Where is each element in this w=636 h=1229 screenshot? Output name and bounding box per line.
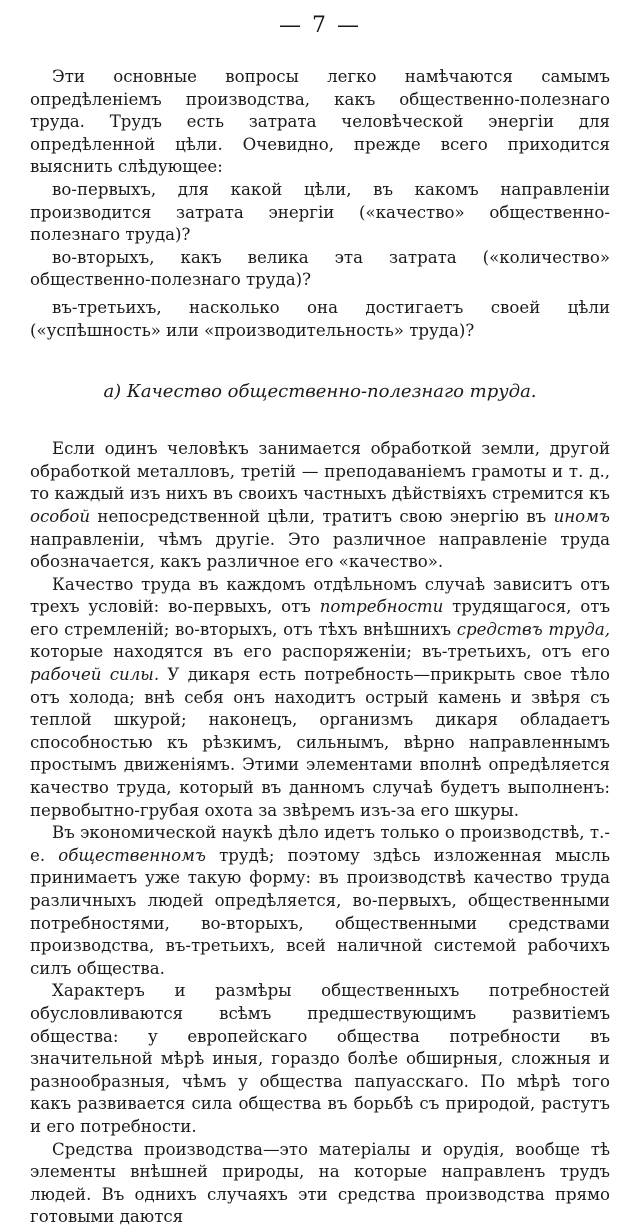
text-run: трудящагося, отъ его стремленій; во-вторыхъ, отъ тѣхъ внѣшнихъ — [30, 597, 611, 639]
text-run: которые находятся въ его распоряженіи; въ-третьихъ, отъ его — [30, 642, 610, 662]
intro-question-first: во-первыхъ, для какой цѣли, въ какомъ направленіи производится затрата энергіи («качество» общественно-полезнаго труда)? — [30, 179, 610, 245]
italic-run: общественномъ — [58, 845, 206, 865]
italic-run: особой — [30, 506, 91, 526]
italic-run: иномъ — [553, 506, 610, 526]
text-run: трудѣ; поэтому здѣсь изложенная мысль принимаетъ уже такую форму: въ производствѣ качество труда различныхъ людей опредѣляется, во-первыхъ, общественными потребностями, во-вторыхъ, общественными средствами производства, въ-третьихъ, всей наличной системой рабочихъ силъ общества. — [30, 845, 610, 978]
paragraph-4: Характеръ и размѣры общественныхъ потребностей обусловливаются всѣмъ предшествующимъ развитіемъ общества: у европейскаго общества потребности въ значительной мѣрѣ иныя, гораздо болѣе обширныя, сложныя и разнообразныя, чѣмъ у общества папуасскаго. По мѣрѣ того какъ развивается сила общества въ борьбѣ съ природой, растутъ и его потребности. — [30, 981, 610, 1136]
italic-run: рабочей силы. — [30, 665, 160, 685]
text-run: Качество труда въ каждомъ отдѣльномъ случаѣ зависитъ отъ трехъ условій: во-первыхъ, отъ — [30, 574, 610, 617]
paragraph-1 — [30, 438, 610, 574]
text-run: направленіи, чѣмъ другіе. Это различное направленіе труда обозначается, какъ различное его «качество». — [30, 529, 610, 572]
paragraph-5: Средства производства—это матеріалы и орудія, вообще тѣ элементы внѣшней природы, на которые направленъ трудъ людей. Въ однихъ случаяхъ эти средства производства прямо готовыми даются — [30, 1139, 610, 1227]
book-page — [30, 12, 610, 1229]
italic-run: средствъ труда, — [456, 619, 610, 639]
text-run: непосредственной цѣли, тратитъ свою энергію въ — [90, 506, 554, 526]
section-heading: а) Качество общественно-полезнаго труда. — [103, 381, 537, 403]
italic-run: потребности — [319, 597, 444, 617]
text-run: У дикаря есть потребность—прикрыть свое тѣло отъ холода; внѣ себя онъ находитъ острый камень и звѣря съ теплой шкурой; наконецъ, организмъ дикаря обладаетъ способностью къ рѣзкимъ, сильнымъ, вѣрно направленнымъ простымъ движеніямъ. Этими элементами вполнѣ опредѣляется качество труда, который въ данномъ случаѣ будетъ выполненъ: первобытно-грубая охота за звѣремъ изъ-за его шкуры. — [30, 665, 611, 820]
paragraph-3 — [30, 822, 610, 980]
page-number: — 7 — — [279, 13, 361, 38]
intro-question-third: въ-третьихъ, насколько она достигаетъ своей цѣли («успѣшность» или «производительность» труда)? — [30, 297, 610, 340]
text-run: Если одинъ человѣкъ занимается обработкой земли, другой обработкой металловъ, третій — преподаваніемъ грамоты и т. д., то каждый изъ нихъ въ своихъ частныхъ дѣйствіяхъ стремится къ — [30, 439, 610, 504]
text-run: Въ экономической наукѣ дѣло идетъ только о производствѣ, т.-е. — [30, 823, 610, 865]
intro-question-second: во-вторыхъ, какъ велика эта затрата («количество» общественно-полезнаго труда)? — [30, 247, 610, 290]
paragraph-2 — [30, 574, 610, 823]
intro-paragraph: Эти основные вопросы легко намѣчаются самымъ опредѣленіемъ производства, какъ общественно-полезнаго труда. Трудъ есть затрата человѣческой энергіи для опредѣленной цѣли. Очевидно, прежде всего приходится выяснить слѣдующее: — [30, 67, 610, 177]
